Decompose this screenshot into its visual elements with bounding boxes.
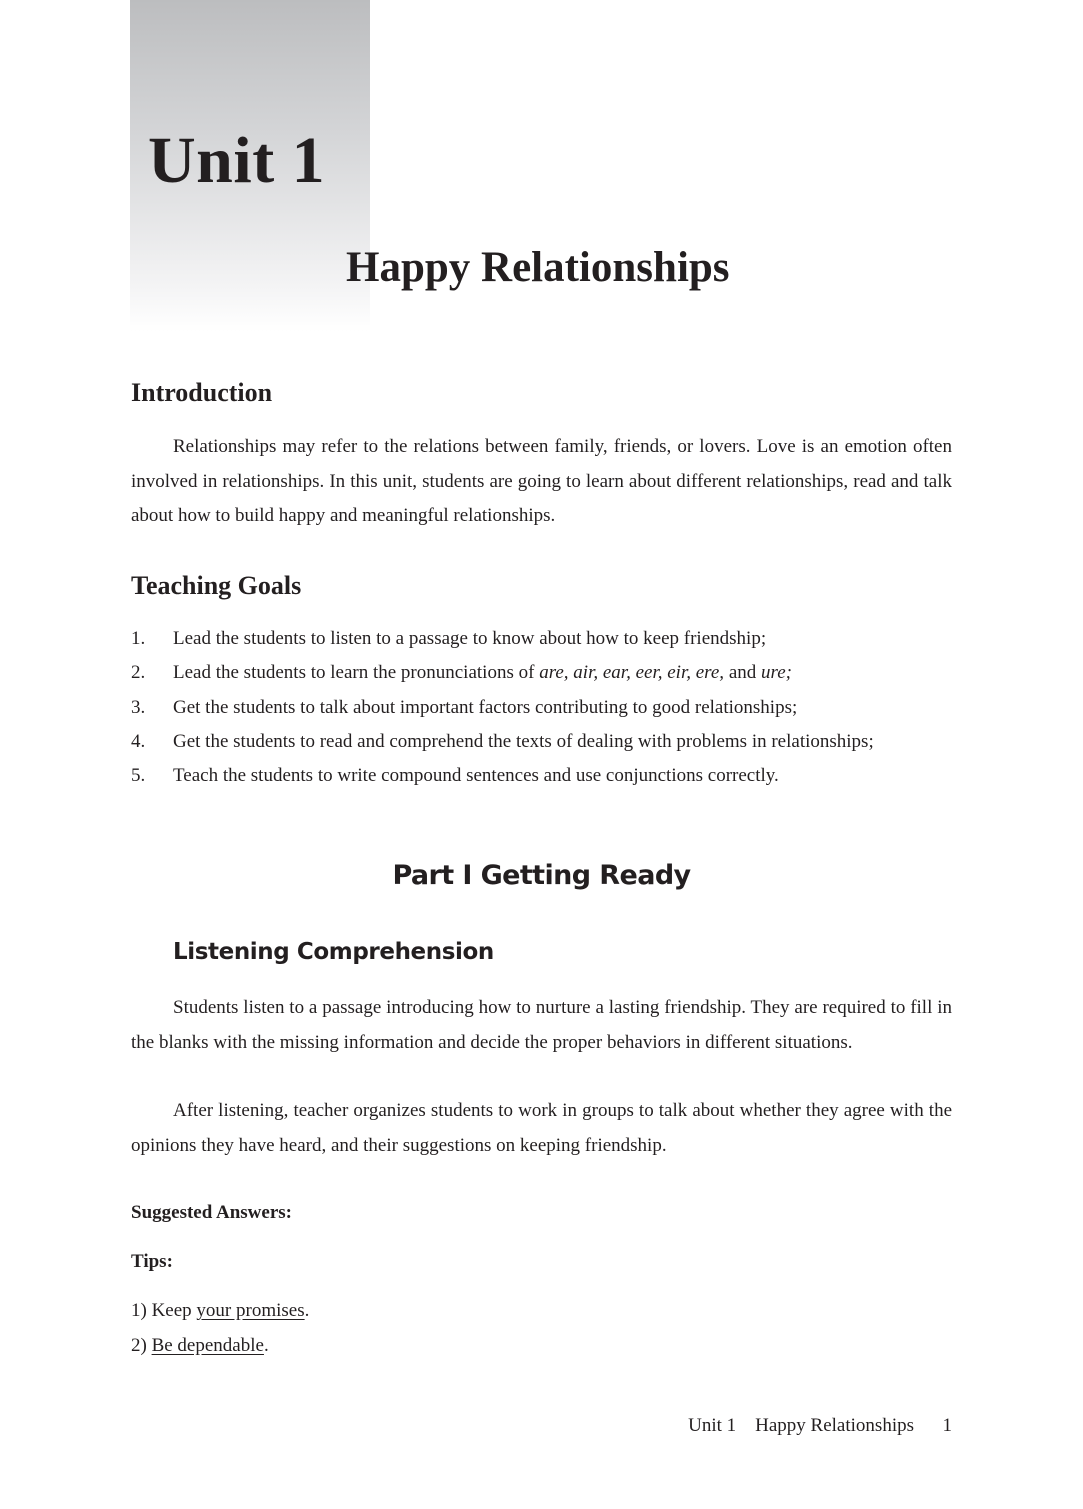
goal-text: Lead the students to learn the pronunciations of (173, 662, 540, 684)
introduction-paragraph: Relationships may refer to the relations between family, friends, or lovers. Love is an emotion often involved in relationships. In this unit, students are going to learn about different relationships, read and talk about how to build happy and meaningful relationships. (131, 436, 952, 526)
goal-text: Get the students to read and comprehend the texts of dealing with problems in relationships; (173, 730, 874, 752)
teaching-goals-heading: Teaching Goals (131, 571, 302, 600)
goal-item (131, 622, 971, 656)
listening-paragraph-1: Students listen to a passage introducing how to nurture a lasting friendship. They are required to fill in the blanks with the missing information and decide the proper behaviors in different situations. (131, 997, 952, 1053)
footer-unit: Unit 1 (688, 1415, 737, 1436)
goal-text-italic: are, air, ear, eer, eir, ere, (539, 662, 725, 684)
answer-suffix: . (263, 1335, 269, 1356)
goal-number: 1. (131, 628, 146, 649)
page-number: 1 (942, 1415, 952, 1436)
answer-blank: your promises (196, 1300, 305, 1321)
goal-item (131, 691, 971, 725)
unit-label: Unit 1 (148, 124, 326, 197)
goal-number: 3. (131, 696, 146, 718)
goal-item (131, 759, 971, 793)
listening-paragraph-2: After listening, teacher organizes students to work in groups to talk about whether they agree with the opinions they have heard, and their suggestions on keeping friendship. (131, 1100, 952, 1156)
teaching-goals-list (131, 622, 971, 793)
page-footer (688, 1416, 952, 1435)
part-title: Part I Getting Ready (392, 860, 691, 891)
goal-number: 4. (131, 730, 146, 752)
introduction-heading: Introduction (131, 378, 273, 407)
goal-text: and (724, 662, 761, 684)
goal-text: Get the students to talk about important factors contributing to good relationships; (173, 696, 798, 718)
answer-prefix: 1) Keep (131, 1300, 197, 1321)
goal-text: Lead the students to listen to a passage to know about how to keep friendship; (173, 628, 767, 649)
goal-number: 5. (131, 765, 146, 787)
unit-title: Happy Relationships (346, 244, 730, 291)
listening-comprehension-heading: Listening Comprehension (173, 939, 494, 965)
answer-blank: Be dependable (151, 1335, 264, 1356)
tips-label: Tips: (131, 1251, 173, 1272)
answer-item (131, 1336, 269, 1355)
answer-prefix: 2) (131, 1335, 152, 1356)
goal-item (131, 725, 971, 759)
goal-number: 2. (131, 662, 146, 684)
goal-item (131, 656, 971, 690)
footer-title: Happy Relationships (755, 1415, 914, 1436)
goal-text: Teach the students to write compound sentences and use conjunctions correctly. (173, 765, 779, 787)
suggested-answers-label: Suggested Answers: (131, 1202, 292, 1223)
goal-text-italic: ure; (761, 662, 792, 684)
answer-suffix: . (304, 1300, 310, 1321)
answer-item (131, 1301, 309, 1320)
